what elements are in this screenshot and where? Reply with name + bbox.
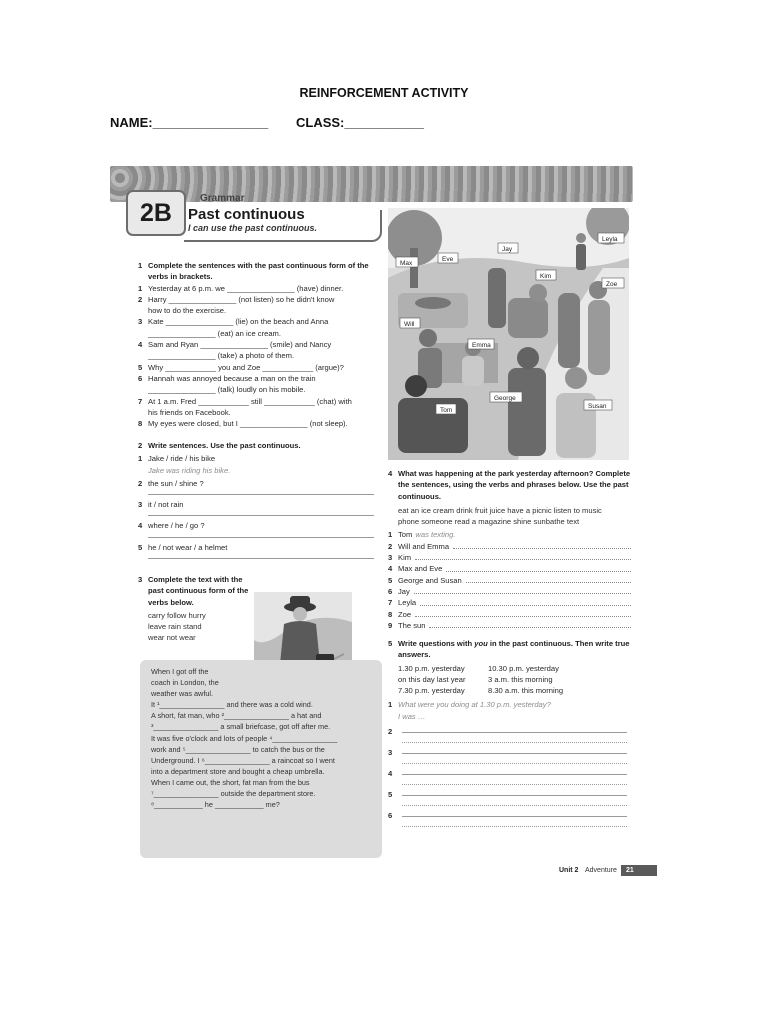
ex1-item[interactable] bbox=[138, 283, 378, 294]
item-number: 4 bbox=[138, 521, 143, 531]
item-number: 5 bbox=[138, 362, 143, 372]
ex1-item[interactable] bbox=[138, 373, 378, 396]
answer-line[interactable] bbox=[446, 563, 631, 571]
item-text bbox=[148, 283, 343, 294]
item-number: 6 bbox=[138, 373, 143, 383]
ex4-item[interactable] bbox=[388, 529, 633, 540]
answer-line[interactable] bbox=[429, 620, 631, 628]
time-list bbox=[388, 663, 633, 697]
answer-line[interactable] bbox=[402, 784, 627, 785]
item-subject: George and Susan bbox=[398, 575, 462, 585]
item-number: 2 bbox=[138, 294, 143, 304]
item-line: Why ____________ you and Zoe ____________ (argue)? bbox=[148, 362, 344, 372]
item-number: 3 bbox=[388, 553, 393, 563]
item-number: 6 bbox=[388, 811, 393, 821]
example-qa bbox=[398, 699, 551, 722]
time-item: 1.30 p.m. yesterday bbox=[398, 663, 465, 673]
textbook-page bbox=[110, 166, 633, 878]
lesson-badge: 2B bbox=[126, 190, 186, 236]
answer-lines[interactable] bbox=[398, 810, 633, 827]
item-number: 5 bbox=[388, 575, 393, 585]
item-number: 3 bbox=[138, 317, 143, 327]
ex4-item[interactable] bbox=[388, 586, 633, 597]
answer-line[interactable] bbox=[420, 597, 631, 605]
story-text bbox=[151, 666, 375, 810]
ex4-item[interactable] bbox=[388, 575, 633, 586]
ex1-item[interactable] bbox=[138, 339, 378, 362]
item-line: Harry ________________ (not listen) so he didn't know bbox=[148, 294, 335, 304]
exercise-5: 5 Write questions with you in the past continuous. Then write true answers. 1.30 p.m. yesterday on this day last year 7.30 p.m. yesterday 10.30 p.m. yesterday 3 a.m. this morning 8.30 a.m. this morning 1 What were you doing at 1.30 p.m. yesterday? I was … 2 3 4 5 6 bbox=[388, 638, 633, 827]
label-emma: Emma bbox=[472, 342, 491, 349]
time-item: 7.30 p.m. yesterday bbox=[398, 686, 465, 696]
item-text bbox=[148, 316, 328, 339]
item-subject: Kim bbox=[398, 553, 412, 563]
time-item: on this day last year bbox=[398, 674, 466, 684]
ex4-item[interactable] bbox=[388, 541, 633, 552]
answer-lines[interactable] bbox=[398, 747, 633, 764]
item-prompt: he / not wear / a helmet bbox=[148, 542, 228, 552]
story-line[interactable]: It ¹________________ and there was a cold wind. bbox=[151, 700, 313, 710]
label-max: Max bbox=[400, 260, 413, 267]
item-number: 3 bbox=[138, 500, 143, 510]
ex4-item[interactable] bbox=[388, 609, 633, 620]
item-text bbox=[148, 396, 352, 419]
item-number: 2 bbox=[388, 541, 393, 551]
time-item: 10.30 p.m. yesterday bbox=[488, 663, 559, 673]
name-field[interactable]: NAME:________________ bbox=[110, 115, 269, 130]
ex4-item[interactable] bbox=[388, 620, 633, 631]
item-subject: Max and Eve bbox=[398, 564, 443, 574]
item-number: 1 bbox=[388, 700, 393, 710]
item-subject: Tom bbox=[398, 530, 413, 540]
decorative-banner bbox=[110, 166, 633, 202]
label-zoe: Zoe bbox=[606, 281, 618, 288]
story-line[interactable]: When I got off the bbox=[151, 667, 209, 676]
item-prompt: the sun / shine ? bbox=[148, 478, 204, 488]
answer-line[interactable] bbox=[402, 742, 627, 743]
lesson-objective: I can use the past continuous. bbox=[188, 223, 318, 233]
exercise-1: 1 Complete the sentences with the past continuous form of the verbs in brackets. 1 Yesterday at 6 p.m. we ________________ (have) dinner. 2 Harry ________________ (not listen) so he didn't know how to do the exercise. 3 Kate ________________ (lie) on the beach and Anna ________________ (eat) an ice cream. 4 Sam and Ryan ________________ (smile) and Nancy ________________ (take) a photo of them. 5 Why ____________ you and Zoe ____________ (argue)? 6 Hannah was annoyed because a man on the train ________________ (talk) loudly on his mobile. 7 At 1 a.m. Fred ____________ still ____________ (chat) with his friends on Facebook. 8 My eyes were closed, but I ________________ (not sleep). bbox=[138, 260, 378, 429]
item-text bbox=[148, 339, 331, 362]
ex1-item[interactable] bbox=[138, 396, 378, 419]
answer-lines[interactable] bbox=[398, 768, 633, 785]
item-subject: Jay bbox=[398, 586, 410, 596]
item-number: 6 bbox=[388, 586, 393, 596]
label-kim: Kim bbox=[540, 273, 552, 280]
item-number: 2 bbox=[138, 478, 143, 488]
park-scene-illustration bbox=[388, 208, 629, 460]
answer-lines[interactable] bbox=[398, 726, 633, 743]
answer-line[interactable] bbox=[148, 558, 374, 559]
item-line: Hannah was annoyed because a man on the train bbox=[148, 373, 316, 383]
item-text bbox=[148, 294, 334, 317]
ex4-item[interactable] bbox=[388, 552, 633, 563]
ex2-item bbox=[138, 520, 374, 531]
item-prompt: it / not rain bbox=[148, 500, 184, 510]
story-line[interactable]: weather was awful. bbox=[151, 689, 214, 699]
page-number: 21 bbox=[621, 865, 657, 876]
story-line[interactable]: A short, fat man, who ²________________ a hat and bbox=[151, 711, 322, 721]
ex2-item bbox=[138, 478, 374, 489]
story-line[interactable]: work and ⁵________________ to catch the bus or the bbox=[151, 744, 325, 754]
item-number: 3 bbox=[388, 748, 393, 758]
story-line[interactable]: into a department store and bought a cheap umbrella. bbox=[151, 766, 325, 776]
story-line[interactable]: It was five o'clock and lots of people ⁴________________ bbox=[151, 733, 338, 743]
ex5-item[interactable] bbox=[388, 810, 633, 827]
item-line: My eyes were closed, but I ________________ (not sleep). bbox=[148, 419, 348, 429]
item-number: 4 bbox=[388, 564, 393, 574]
ex5-item[interactable] bbox=[388, 789, 633, 806]
ex1-item[interactable] bbox=[138, 418, 378, 429]
item-text bbox=[148, 362, 344, 373]
item-text bbox=[148, 373, 316, 396]
exercise-4: 4 What was happening at the park yesterday afternoon? Complete the sentences, using the verbs and phrases below. Use the past continuous. eat an ice cream drink fruit juice have a picnic listen to music phone someone read a magazine shine sunbathe text 1 Tom was texting. 2 Will and Emma 3 Kim 4 Max and Eve 5 George and Susan 6 Jay 7 Leyla 8 Zoe 9 The sun bbox=[388, 468, 633, 631]
word-bank-row: carry follow hurry bbox=[148, 610, 206, 620]
item-number: 1 bbox=[138, 454, 143, 464]
ex5-item[interactable] bbox=[388, 768, 633, 785]
ex1-item[interactable] bbox=[138, 294, 378, 317]
item-subject: Leyla bbox=[398, 598, 417, 608]
story-line[interactable]: Underground. I ⁶________________ a raincoat so I went bbox=[151, 755, 335, 765]
example-answer: I was … bbox=[398, 711, 426, 721]
item-number: 8 bbox=[138, 419, 143, 429]
time-item: 8.30 a.m. this morning bbox=[488, 686, 564, 696]
ex2-item bbox=[138, 453, 374, 464]
item-number: 4 bbox=[388, 769, 393, 779]
item-number: 5 bbox=[138, 542, 143, 552]
story-line[interactable]: ⁷________________ outside the department store. bbox=[151, 789, 316, 799]
item-number: 7 bbox=[388, 598, 393, 608]
ex5-item[interactable] bbox=[388, 726, 633, 743]
answer-line[interactable] bbox=[148, 537, 374, 538]
answer-line[interactable] bbox=[148, 515, 374, 516]
item-number: 8 bbox=[388, 609, 393, 619]
word-bank-row: eat an ice cream drink fruit juice have a picnic listen to music bbox=[398, 505, 602, 515]
worksheet-title: REINFORCEMENT ACTIVITY bbox=[299, 86, 469, 100]
exercise-2: 2 Write sentences. Use the past continuous. 1 Jake / ride / his bike Jake was riding his bike. 2 the sun / shine ? 3 it / not rain 4 where / he / go ? 5 he / not wear / a helmet bbox=[138, 440, 374, 563]
footer-unit: Unit 2 bbox=[559, 867, 579, 874]
ex5-item[interactable] bbox=[388, 699, 633, 722]
ex1-item[interactable] bbox=[138, 362, 378, 373]
ex1-item[interactable] bbox=[138, 316, 378, 339]
item-line: At 1 a.m. Fred ____________ still ____________ (chat) with bbox=[148, 396, 352, 406]
answer-lines[interactable] bbox=[398, 789, 633, 806]
answer-line[interactable] bbox=[148, 494, 374, 495]
answer-line[interactable] bbox=[402, 805, 627, 806]
ex4-item[interactable] bbox=[388, 563, 633, 574]
item-number: 1 bbox=[388, 530, 393, 540]
ex2-item bbox=[138, 542, 374, 553]
answer-line[interactable] bbox=[414, 586, 631, 594]
story-line[interactable]: When I came out, the short, fat man from the bus bbox=[151, 777, 310, 787]
item-subject: Zoe bbox=[398, 609, 412, 619]
answer-line[interactable] bbox=[415, 552, 631, 560]
item-line: ________________ (eat) an ice cream. bbox=[148, 328, 281, 338]
item-prompt: Jake / ride / his bike bbox=[148, 454, 216, 464]
item-number: 9 bbox=[388, 620, 393, 630]
answer-line[interactable] bbox=[466, 575, 631, 583]
answer-line[interactable] bbox=[402, 763, 627, 764]
item-line: how to do the exercise. bbox=[148, 306, 227, 316]
story-line[interactable]: ³________________ a small briefcase, got off after me. bbox=[151, 722, 331, 732]
example-answer: Jake was riding his bike. bbox=[148, 465, 231, 475]
item-number: 5 bbox=[388, 790, 393, 800]
label-will: Will bbox=[404, 321, 415, 328]
question-line[interactable] bbox=[402, 795, 627, 796]
answer-line[interactable] bbox=[402, 826, 627, 827]
label-george: George bbox=[494, 395, 516, 402]
time-item: 3 a.m. this morning bbox=[488, 674, 553, 684]
story-line[interactable]: coach in London, the bbox=[151, 678, 219, 688]
item-number: 4 bbox=[138, 340, 143, 350]
item-line: ________________ (take) a photo of them. bbox=[148, 351, 295, 361]
exercise-3: 3 Complete the text with the past continuous form of the verbs below. carry follow hurry leave rain stand wear not wear bbox=[138, 574, 253, 644]
word-bank-row: wear not wear bbox=[148, 633, 196, 643]
ex4-item[interactable] bbox=[388, 597, 633, 608]
item-number: 2 bbox=[388, 727, 393, 737]
item-line: Yesterday at 6 p.m. we ________________ (have) dinner. bbox=[148, 283, 344, 293]
answer-line[interactable] bbox=[453, 541, 631, 549]
example-answer: was texting. bbox=[415, 530, 456, 540]
label-eve: Eve bbox=[442, 256, 454, 263]
section-label: Grammar bbox=[200, 193, 245, 204]
item-line: his friends on Facebook. bbox=[148, 407, 231, 417]
question-line[interactable] bbox=[402, 774, 627, 775]
lesson-title: Past continuous bbox=[188, 206, 305, 223]
ex5-item[interactable] bbox=[388, 747, 633, 764]
label-jay: Jay bbox=[502, 246, 513, 253]
example-question: What were you doing at 1.30 p.m. yesterday? bbox=[398, 700, 551, 710]
footer-title: Adventure bbox=[585, 867, 617, 874]
item-line: Sam and Ryan ________________ (smile) and Nancy bbox=[148, 340, 332, 350]
question-line[interactable] bbox=[402, 816, 627, 817]
item-number: 1 bbox=[138, 283, 143, 293]
label-susan: Susan bbox=[588, 403, 607, 410]
label-leyla: Leyla bbox=[602, 236, 618, 243]
question-line[interactable] bbox=[402, 732, 627, 733]
word-bank-row: phone someone read a magazine shine sunbathe text bbox=[398, 517, 580, 527]
word-bank-row: leave rain stand bbox=[148, 622, 202, 632]
item-line: Kate ________________ (lie) on the beach and Anna bbox=[148, 317, 329, 327]
item-prompt: where / he / go ? bbox=[148, 521, 205, 531]
class-field[interactable]: CLASS:___________ bbox=[296, 115, 424, 130]
label-tom: Tom bbox=[440, 407, 453, 414]
story-line[interactable]: ⁸____________ he ____________ me? bbox=[151, 800, 280, 810]
ex2-item bbox=[138, 499, 374, 510]
item-subject: Will and Emma bbox=[398, 541, 450, 551]
item-number: 7 bbox=[138, 396, 143, 406]
answer-line[interactable] bbox=[415, 609, 631, 617]
question-line[interactable] bbox=[402, 753, 627, 754]
item-text bbox=[148, 418, 348, 429]
item-line: ________________ (talk) loudly on his mobile. bbox=[148, 385, 306, 395]
item-subject: The sun bbox=[398, 620, 426, 630]
